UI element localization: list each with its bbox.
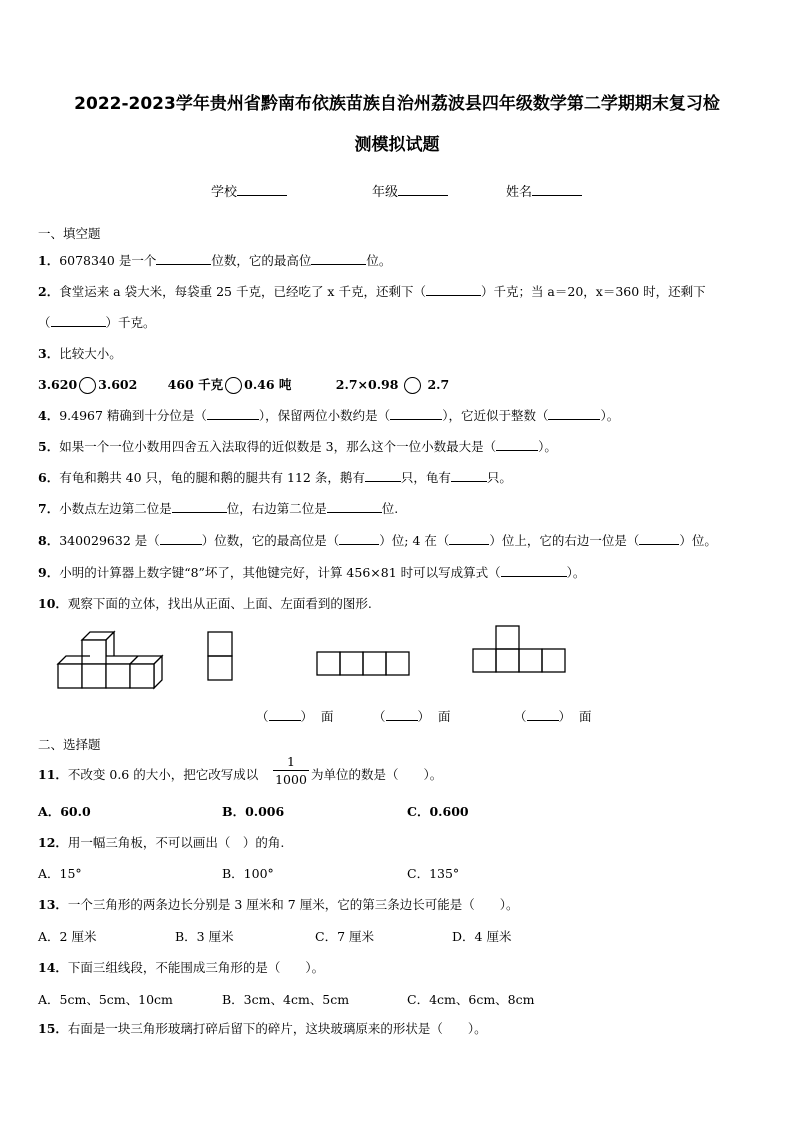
answer-blank[interactable] [365,469,401,482]
question-2-cont: （ ）千克。 [38,315,156,330]
view-answer-1: （ ） 面 [256,709,334,724]
grade-label: 年级 [372,185,399,200]
view-answer-2: （ ） 面 [373,709,451,724]
answer-blank[interactable] [426,283,481,296]
q11-option-c[interactable]: C．0.600 [407,804,469,819]
title-line-1: 2022-2023学年贵州省黔南布依族苗族自治州荔波县四年级数学第二学期期末复习检 [74,94,720,114]
answer-blank[interactable] [207,407,259,420]
answer-blank[interactable] [339,532,379,545]
view-option-1 [207,631,235,681]
question-13: 13．一个三角形的两条边长分别是 3 厘米和 7 厘米，它的第三条边长可能是（ ）。 [38,897,519,912]
question-8: 8．340029632 是（ ）位数，它的最高位是（ ）位; 4 在（ ）位上，它的右边一位是（ ）位。 [38,533,717,548]
answer-blank[interactable] [327,500,382,513]
name-label: 姓名 [506,185,533,200]
answer-blank[interactable] [527,708,559,721]
question-3-comparisons: 3.620 3.602 460 千克 0.46 吨 2.7×0.98 2.7 [38,377,450,392]
q14-option-c[interactable]: C．4cm、6cm、8cm [407,992,535,1007]
view-option-2 [316,651,410,677]
name-field[interactable] [506,181,582,200]
school-blank[interactable] [237,183,287,196]
solid-figure [52,626,172,692]
q13-option-c[interactable]: C．7 厘米 [315,929,374,944]
question-10: 10．观察下面的立体，找出从正面、上面、左面看到的图形. [38,596,372,611]
compare-circle[interactable] [225,377,242,394]
q13-option-a[interactable]: A．2 厘米 [38,929,97,944]
q12-option-b[interactable]: B．100° [222,866,274,881]
answer-blank[interactable] [160,532,202,545]
q11-option-b[interactable]: B．0.006 [222,804,285,819]
question-5: 5．如果一个一位小数用四舍五入法取得的近似数是 3，那么这个一位小数最大是（ ）。 [38,439,557,454]
section-1-heading: 一、填空题 [38,226,101,241]
grade-blank[interactable] [398,183,448,196]
q11-option-a[interactable]: A．60.0 [38,804,91,819]
answer-blank[interactable] [311,252,366,265]
question-11-tail: 为单位的数是（ ）。 [311,767,443,782]
answer-blank[interactable] [451,469,487,482]
answer-blank[interactable] [269,708,301,721]
question-7: 7．小数点左边第二位是 位，右边第二位是 位. [38,501,399,516]
compare-circle[interactable] [79,377,96,394]
answer-blank[interactable] [639,532,679,545]
question-2: 2．食堂运来 a 袋大米，每袋重 25 千克，已经吃了 x 千克，还剩下（ ）千克；当 a＝20，x＝360 时，还剩下 [38,284,706,299]
question-1: 1．6078340 是一个 位数，它的最高位 位。 [38,253,392,268]
question-12: 12．用一幅三角板，不可以画出（ ）的角. [38,835,285,850]
q12-option-a[interactable]: A．15° [38,866,82,881]
title-line-2: 测模拟试题 [354,135,440,155]
question-6: 6．有龟和鹅共 40 只，龟的腿和鹅的腿共有 112 条，鹅有 只，龟有 只。 [38,470,512,485]
question-9: 9．小明的计算器上数字键“8”坏了，其他键完好，计算 456×81 时可以写成算式（ ）。 [38,565,586,580]
q14-option-a[interactable]: A．5cm、5cm、10cm [38,992,173,1007]
answer-blank[interactable] [548,407,600,420]
question-4: 4．9.4967 精确到十分位是（ ），保留两位小数约是（ ），它近似于整数（ ）。 [38,408,620,423]
question-15: 15．右面是一块三角形玻璃打碎后留下的碎片，这块玻璃原来的形状是（ ）。 [38,1021,487,1036]
answer-blank[interactable] [390,407,442,420]
view-option-3 [472,625,568,673]
view-answer-3: （ ） 面 [514,709,592,724]
answer-blank[interactable] [496,438,538,451]
name-blank[interactable] [532,183,582,196]
school-field[interactable] [211,181,287,200]
q14-option-b[interactable]: B．3cm、4cm、5cm [222,992,350,1007]
question-14: 14．下面三组线段，不能围成三角形的是（ ）。 [38,960,325,975]
answer-blank[interactable] [449,532,489,545]
answer-blank[interactable] [501,564,567,577]
grade-field[interactable] [372,181,448,200]
q13-option-d[interactable]: D．4 厘米 [452,929,512,944]
answer-blank[interactable] [172,500,227,513]
q13-option-b[interactable]: B．3 厘米 [175,929,234,944]
q12-option-c[interactable]: C．135° [407,866,460,881]
answer-blank[interactable] [51,314,106,327]
question-11: 11．不改变 0.6 的大小，把它改写成以 [38,767,259,782]
section-2-heading: 二、选择题 [38,737,101,752]
compare-circle[interactable] [404,377,421,394]
answer-blank[interactable] [156,252,211,265]
fraction: $\frac{1}{1000}$ [273,754,309,787]
question-3: 3．比较大小。 [38,346,122,361]
school-label: 学校 [211,185,238,200]
answer-blank[interactable] [386,708,418,721]
